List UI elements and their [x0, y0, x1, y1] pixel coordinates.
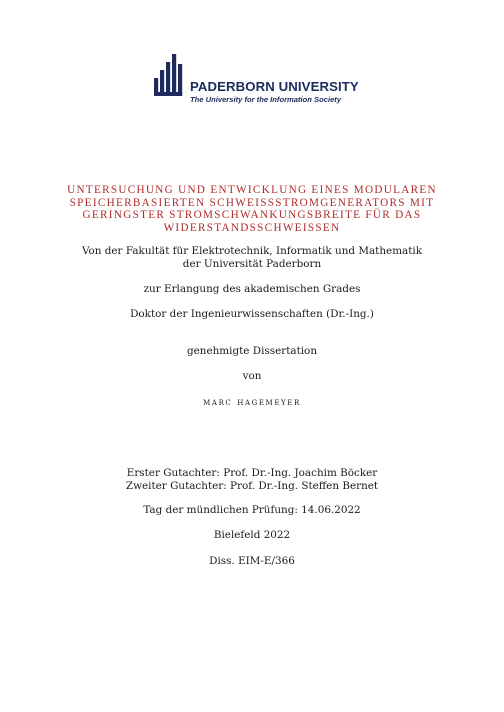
dissertation-title [40, 184, 464, 234]
place-year: Bielefeld 2022 [213, 529, 291, 541]
first-reviewer: Erster Gutachter: Prof. Dr.-Ing. Joachim Böcker [126, 467, 378, 479]
university-name: PADERBORN UNIVERSITY [190, 79, 359, 94]
exam-date: Tag der mündlichen Prüfung: 14.06.2022 [143, 504, 361, 516]
university-emblem-icon [153, 54, 187, 98]
by-text: von [242, 370, 262, 382]
title-line: UNTERSUCHUNG UND ENTWICKLUNG EINES MODULAREN [67, 184, 437, 196]
degree-text: Doktor der Ingenieurwissenschaften (Dr.-Ing.) [130, 308, 374, 320]
faculty-line: Von der Fakultät für Elektrotechnik, Informatik und Mathematik [81, 245, 423, 257]
purpose-text: zur Erlangung des akademischen Grades [143, 283, 361, 295]
faculty-statement [40, 245, 464, 271]
author-name: marc hagemeyer [203, 396, 301, 408]
faculty-line: der Universität Paderborn [182, 257, 322, 270]
university-tagline: The University for the Information Society [190, 95, 342, 104]
university-logo [153, 54, 359, 108]
second-reviewer: Zweiter Gutachter: Prof. Dr.-Ing. Steffen Bernet [125, 479, 379, 492]
approval-text: genehmigte Dissertation [186, 345, 318, 357]
title-line: SPEICHERBASIERTEN SCHWEISSSTROMGENERATORS MIT [69, 196, 435, 209]
title-line: WIDERSTANDSSCHWEISSEN [163, 221, 341, 234]
dissertation-number: Diss. EIM-E/366 [209, 555, 295, 567]
reviewers [40, 467, 464, 493]
title-line: GERINGSTER STROMSCHWANKUNGSBREITE FÜR DAS [82, 209, 422, 222]
